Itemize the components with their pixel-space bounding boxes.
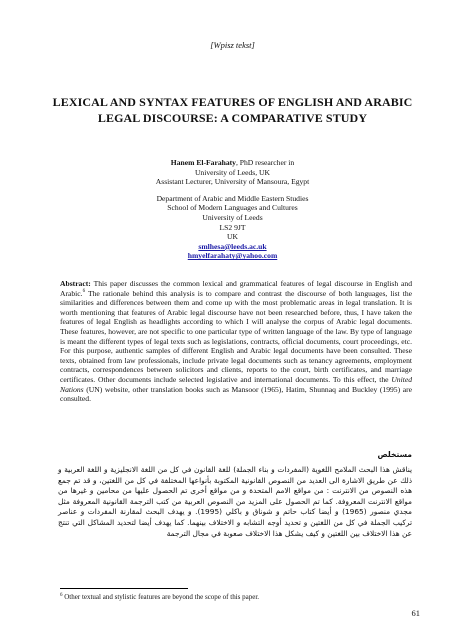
page-header: [Wpisz tekst]	[210, 40, 255, 50]
abstract-label: Abstract:	[60, 279, 91, 288]
footnote-reference[interactable]: 6	[82, 288, 86, 294]
affiliation-school: School of Modern Languages and Cultures	[167, 203, 298, 213]
footnote-divider	[60, 588, 188, 589]
abstract-text-1: This paper discusses the common lexical and grammatical features of legal discourse in English and Arabic.	[60, 279, 412, 298]
affiliation-university: University of Leeds	[202, 212, 263, 222]
author-name: Hanem El-Farahaty	[170, 158, 236, 167]
author-line	[60, 158, 405, 168]
spacer	[60, 187, 405, 194]
arabic-abstract-text: يناقش هذا البحث الملامح اللغوية (المفردات و بناء الجملة) للغة القانون في كل من اللغة الانجليزية و اللغة العربية و ذلك عن طريق الاشارة الى العديد من النصوص القانونية المكتوبة بأنواعها المختلفة في كل من اللغتين، و قد تم جمع هذه النصوص من الانترنت : من مواقع الامم المتحدة و من مواقع أخرى تم الحصول عليها من محامين و غيرها من مواقع الانترنت المعروفة. كما تم الحصول على المزيد من النصوص العربية من كتب الترجمة القانونية المعروفة مثل مجدي منصور (1965) و أيضا كتاب حاتم و شوناق و باكلي (1995). و يهدف البحث لمقارنة المفردات و عناصر تركيب الجملة في كل من اللغتين و تحديد أوجه التشابه و الاختلاف بينهما. كما يهدف أيضا لتحديد المشاكل التي تنتج عن هذا الاختلاف بين اللغتين و كيف يشكل هذا الاختلاف صعوبة في مجال الترجمة	[58, 465, 412, 538]
abstract-italic-text: United Nations	[60, 374, 412, 394]
author-position: Assistant Lecturer, University of Mansoura, Egypt	[155, 177, 310, 187]
affiliation-postcode: LS2 9JT	[219, 222, 246, 232]
abstract-text-2: The rationale behind this analysis is to compare and contrast the discourse of both languages, list the similarities and differences between them and come up with the most problematic areas in legal translation. It is worth mentioning that features of Arabic legal discourse have not been researched before, thus, I have taken the features of legal English as headlights according to which I will analyse the corpus of Arabic legal documents. These features, however, are not specific to one particular type of written language of the law. By type of language is meant the different types of legal texts such as legislations, contracts, official documents, court proceedings, etc. For this purpose, authentic samples of different English and Arabic legal documents have been consulted. These texts, obtained from law professionals, include private legal documents such as tenancy agreements, employment contracts, correspondences between solicitors and clients, reports to the court, birth certificates, and marriage certificates. Other documents include selected legislative and international documents. To this effect, the	[60, 288, 412, 384]
footnote-text: Other textual and stylistic features are beyond the scope of this paper.	[62, 593, 260, 601]
author-university: University of Leeds, UK	[194, 167, 271, 177]
affiliation-department: Department of Arabic and Middle Eastern Studies	[156, 193, 309, 203]
page-number: 61	[411, 608, 420, 618]
footnote	[60, 593, 412, 602]
footnote-marker: 6	[60, 593, 63, 598]
email-link-2[interactable]: hmyelfarahaty@yahoo.com	[187, 251, 278, 261]
arabic-abstract-title: مستخلص	[377, 450, 412, 459]
author-role: , PhD researcher in	[235, 158, 295, 167]
abstract-text-3: (UN) website, other translation books such as Mansoor (1965), Hatim, Shunnaq and Buckley (1995) are consulted.	[60, 384, 412, 404]
paper-title: LEXICAL AND SYNTAX FEATURES OF ENGLISH AND ARABIC LEGAL DISCOURSE: A COMPARATIVE STUDY	[52, 95, 413, 125]
abstract-paragraph	[60, 279, 412, 404]
author-block	[60, 158, 405, 261]
affiliation-country: UK	[227, 232, 238, 242]
email-link-1[interactable]: smlhesa@leeds.ac.uk	[198, 241, 267, 251]
